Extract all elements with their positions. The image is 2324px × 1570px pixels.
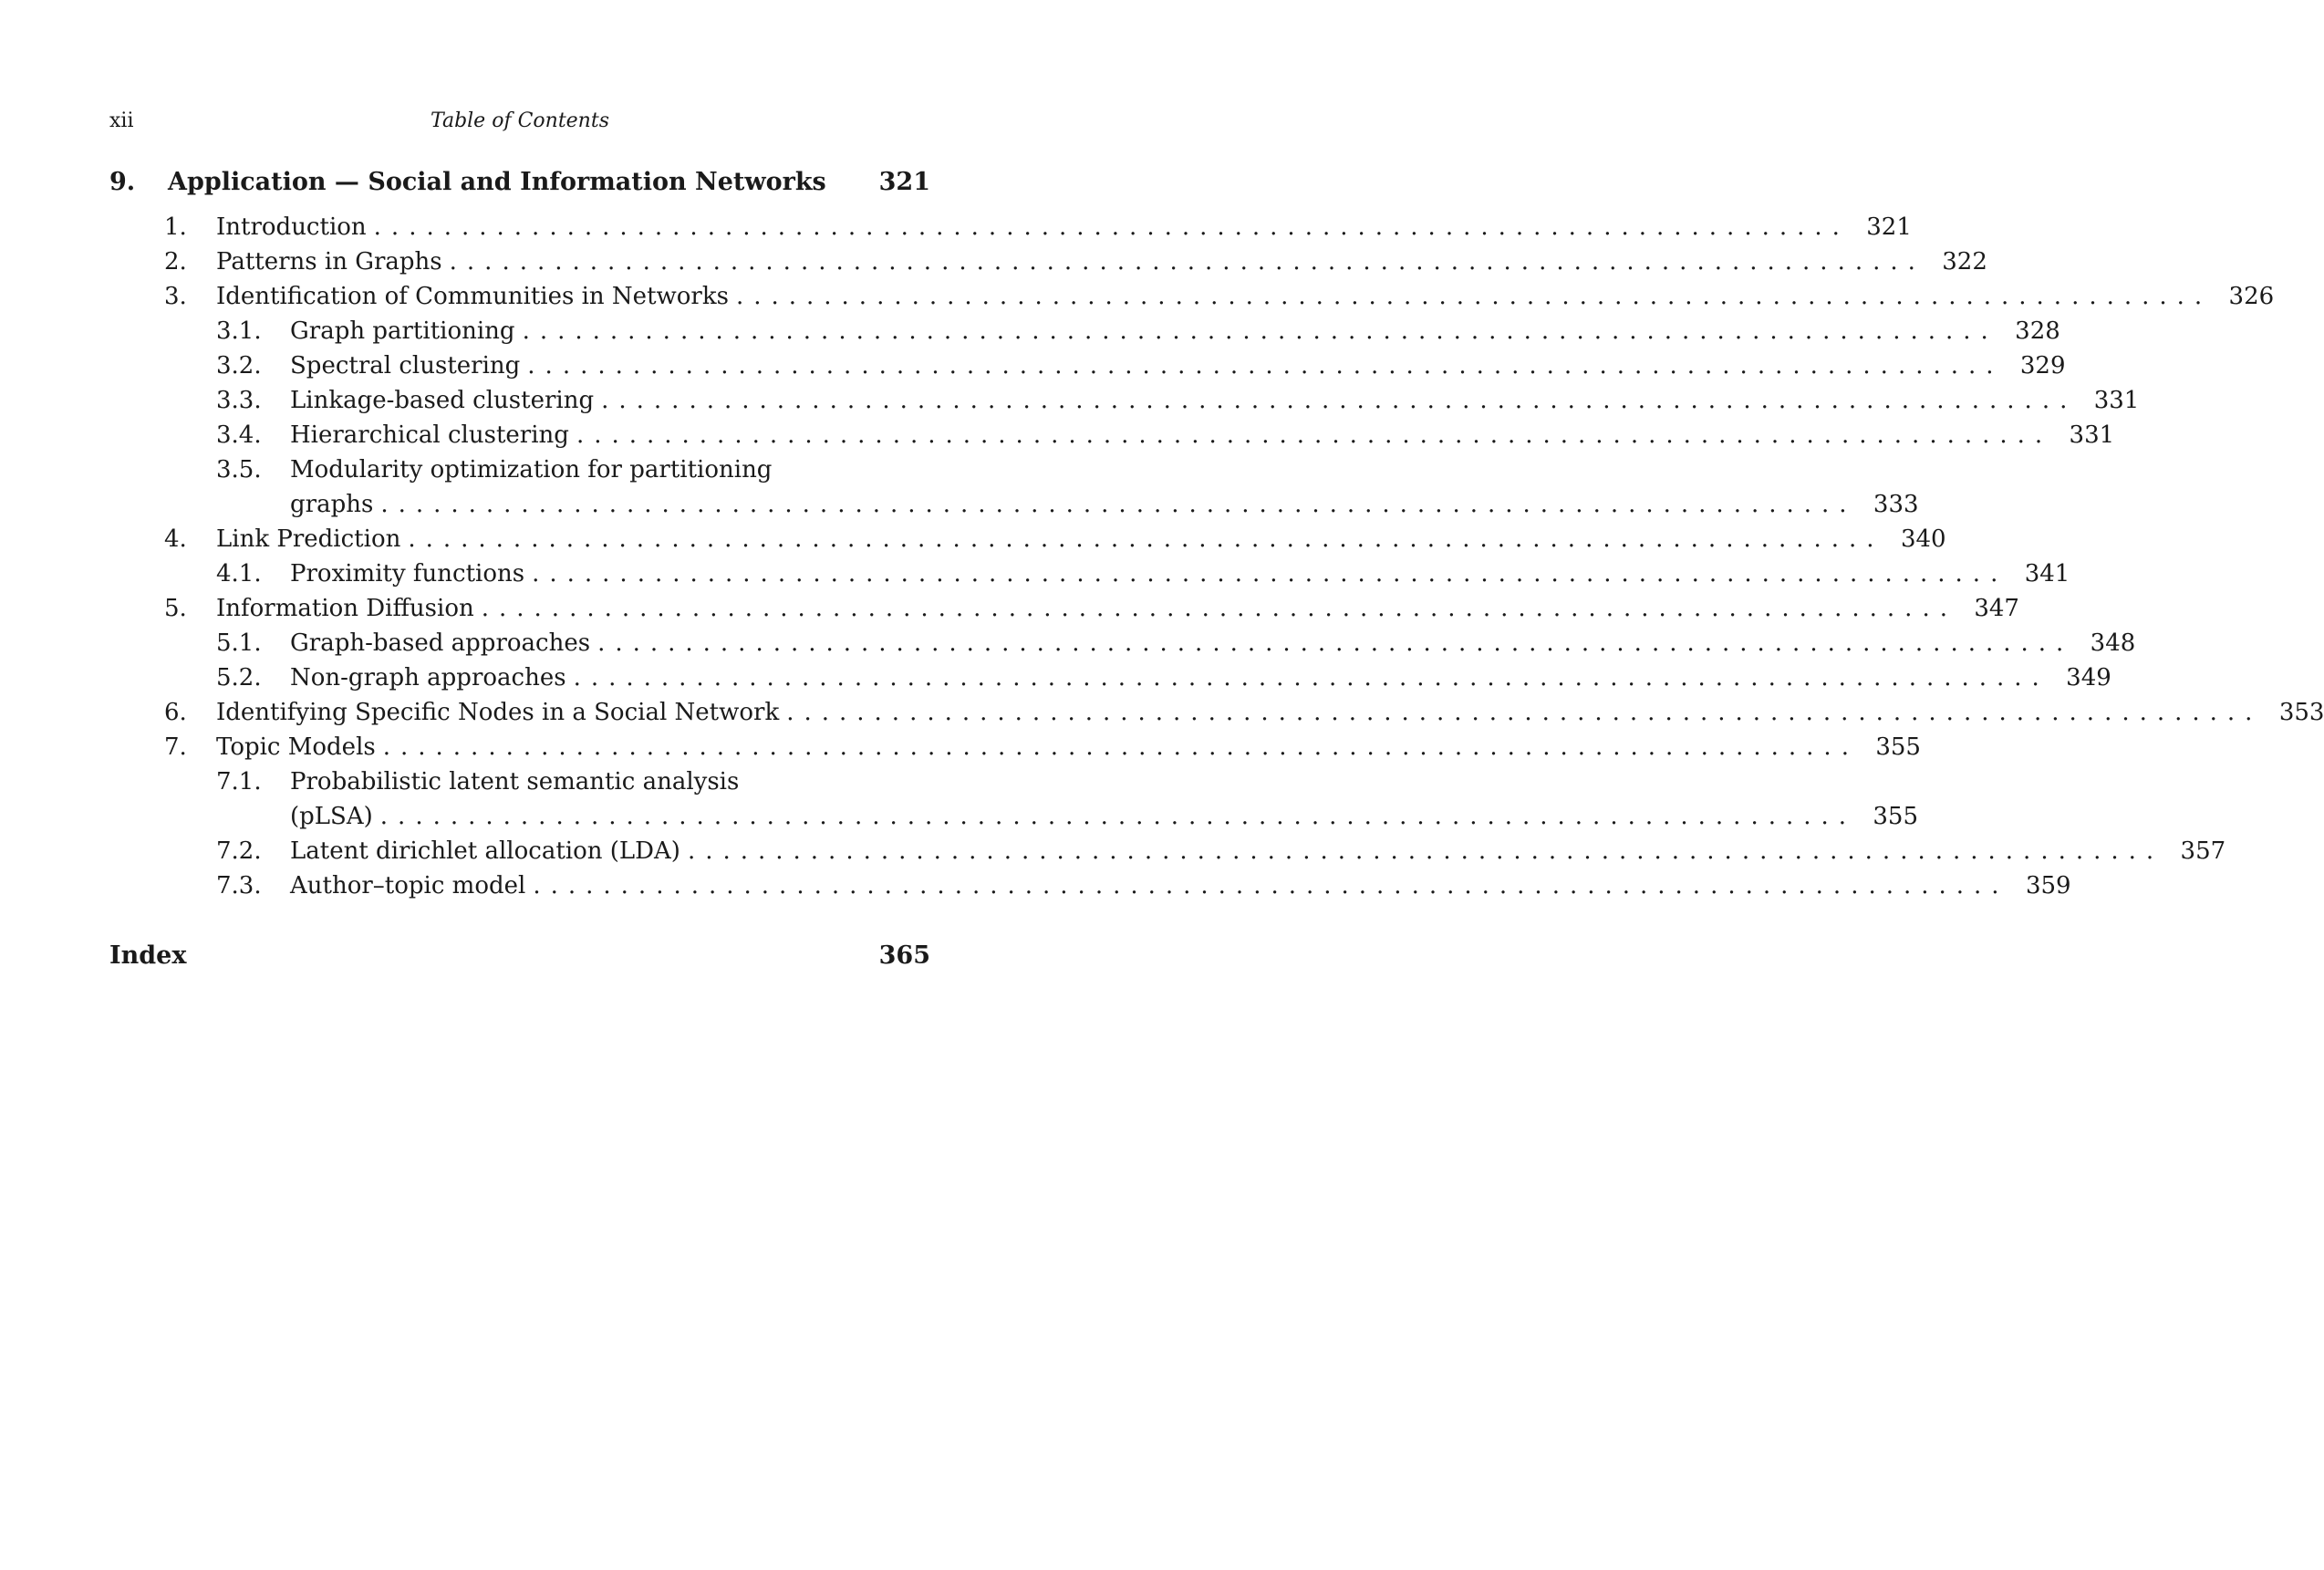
toc-entry[interactable] — [216, 452, 930, 487]
entry-title: Topic Models — [216, 730, 383, 764]
entry-number: 2. — [164, 248, 187, 276]
entry-title: Non-graph approaches — [290, 660, 574, 695]
entry-page: 355 — [1873, 803, 1919, 830]
toc-entry[interactable] — [164, 279, 2275, 314]
entry-title: Link Prediction — [216, 522, 408, 556]
dot-leader: .................................................................................... — [408, 525, 1884, 553]
dot-leader: .................................................................................... — [533, 872, 2009, 899]
entry-page: 341 — [2024, 560, 2070, 587]
toc-entry[interactable] — [164, 730, 1921, 764]
toc-entry[interactable] — [164, 244, 1987, 279]
dot-leader: .................................................................................... — [735, 283, 2213, 310]
dot-leader: .................................................................................... — [379, 803, 1857, 830]
dot-leader: .................................................................................... — [576, 421, 2053, 449]
entry-number: 7.2. — [216, 837, 262, 865]
toc-entry[interactable] — [216, 868, 2071, 903]
entry-page: 348 — [2090, 629, 2136, 657]
entry-page: 328 — [2015, 317, 2060, 345]
entry-number: 3.4. — [216, 421, 262, 449]
entry-number: 7.3. — [216, 872, 262, 899]
toc-entry-continuation[interactable] — [216, 487, 1919, 522]
chapter-page: 321 — [878, 168, 930, 196]
dot-leader: .................................................................................... — [687, 837, 2164, 865]
entry-page: 353 — [2278, 699, 2324, 726]
entry-page: 331 — [2093, 387, 2140, 414]
entry-number: 3. — [164, 283, 187, 310]
dot-leader: .................................................................................... — [527, 352, 2004, 380]
entry-title: Identifying Specific Nodes in a Social Network — [216, 695, 786, 730]
chapter-heading[interactable] — [109, 166, 930, 199]
toc-entry[interactable] — [216, 834, 2226, 868]
entry-title: Linkage-based clustering — [290, 383, 601, 418]
running-head — [109, 108, 930, 135]
entry-title: Graph partitioning — [290, 314, 523, 348]
toc-entry[interactable] — [164, 210, 1912, 244]
entry-number: 3.3. — [216, 387, 262, 414]
entry-title: Information Diffusion — [216, 591, 482, 626]
entry-title: Identification of Communities in Networks — [216, 279, 736, 314]
entry-number: 5. — [164, 595, 187, 622]
toc-entry[interactable] — [164, 591, 2019, 626]
entry-title: Proximity functions — [290, 556, 532, 591]
entry-number: 4.1. — [216, 560, 262, 587]
dot-leader: .................................................................................... — [481, 595, 1957, 622]
entry-title: Spectral clustering — [290, 348, 527, 383]
chapter-title: Application — Social and Information Networks — [168, 168, 826, 196]
entry-page: 349 — [2066, 664, 2111, 691]
dot-leader: .................................................................................... — [573, 664, 2049, 691]
toc-entry[interactable] — [216, 626, 2136, 660]
entry-page: 359 — [2025, 872, 2071, 899]
entry-number: 3.5. — [216, 456, 262, 483]
dot-leader: .................................................................................... — [373, 213, 1850, 241]
toc-entry[interactable] — [216, 383, 2140, 418]
dot-leader: .................................................................................... — [382, 733, 1859, 761]
entry-page: 357 — [2180, 837, 2226, 865]
entry-page: 329 — [2019, 352, 2066, 380]
entry-title-continuation: graphs — [290, 487, 380, 522]
entry-number: 3.2. — [216, 352, 262, 380]
dot-leader: .................................................................................... — [786, 699, 2263, 726]
entry-number: 7.1. — [216, 768, 262, 795]
entry-title-continuation: (pLSA) — [290, 799, 380, 834]
entry-number: 6. — [164, 699, 187, 726]
entry-title: Probabilistic latent semantic analysis — [290, 768, 740, 795]
entry-number: 3.1. — [216, 317, 262, 345]
toc-entry[interactable] — [216, 556, 2070, 591]
index-title: Index — [109, 941, 187, 970]
toc-entry[interactable] — [216, 348, 2066, 383]
toc-entry[interactable] — [164, 695, 2324, 730]
entry-title: Modularity optimization for partitioning — [290, 456, 773, 483]
index-page: 365 — [878, 941, 930, 970]
entry-page: 333 — [1873, 491, 1919, 518]
entry-number: 5.2. — [216, 664, 262, 691]
chapter-number: 9. — [109, 168, 136, 196]
index-heading[interactable] — [109, 940, 930, 972]
dot-leader: .................................................................................... — [597, 629, 2074, 657]
entry-page: 347 — [1974, 595, 2019, 622]
page-folio: xii — [109, 109, 134, 132]
entry-page: 355 — [1875, 733, 1921, 761]
entry-title: Author–topic model — [290, 868, 533, 903]
entry-title: Hierarchical clustering — [290, 418, 576, 452]
entry-title: Patterns in Graphs — [216, 244, 450, 279]
dot-leader: .................................................................................... — [532, 560, 2008, 587]
toc-entry[interactable] — [216, 660, 2111, 695]
toc-entry[interactable] — [216, 764, 930, 799]
entry-title: Latent dirichlet allocation (LDA) — [290, 834, 688, 868]
dot-leader: .................................................................................... — [522, 317, 1998, 345]
dot-leader: .................................................................................... — [601, 387, 2078, 414]
entry-number: 5.1. — [216, 629, 262, 657]
toc-entry[interactable] — [216, 314, 2060, 348]
entry-number: 4. — [164, 525, 187, 553]
entry-page: 322 — [1942, 248, 1987, 276]
toc-entry[interactable] — [216, 418, 2115, 452]
toc-entry[interactable] — [164, 522, 1946, 556]
entry-page: 321 — [1866, 213, 1912, 241]
toc-entry-continuation[interactable] — [216, 799, 1919, 834]
entry-page: 340 — [1900, 525, 1946, 553]
entry-number: 7. — [164, 733, 187, 761]
entry-number: 1. — [164, 213, 187, 241]
entry-title: Introduction — [216, 210, 374, 244]
entry-page: 331 — [2069, 421, 2115, 449]
entry-title: Graph-based approaches — [290, 626, 597, 660]
dot-leader: .................................................................................... — [449, 248, 1925, 276]
entry-page: 326 — [2228, 283, 2275, 310]
running-head-title: Table of Contents — [430, 109, 609, 132]
dot-leader: .................................................................................... — [380, 491, 1857, 518]
